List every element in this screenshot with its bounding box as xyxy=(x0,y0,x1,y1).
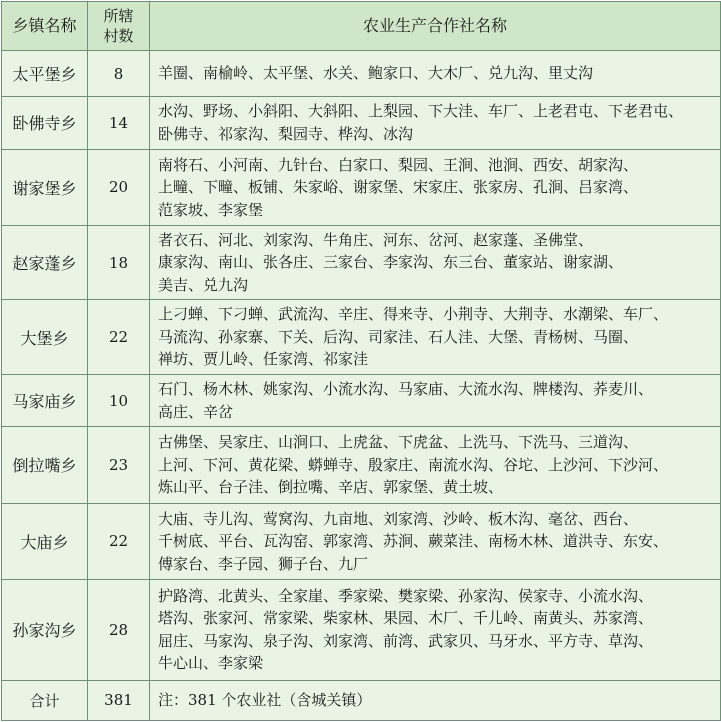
header-row xyxy=(2,2,721,51)
village-count: 10 xyxy=(88,374,150,426)
town-name: 太平堡乡 xyxy=(2,51,88,97)
village-count: 18 xyxy=(88,226,150,300)
table-row xyxy=(2,97,721,149)
table-row xyxy=(2,503,721,579)
cooperative-list: 羊圈、南榆岭、太平堡、水关、鲍家口、大木厂、兑九沟、里丈沟 xyxy=(150,51,721,97)
cooperative-list: 古佛堡、吴家庄、山涧口、上虎盆、下虎盆、上洗马、下洗马、三道沟、 上河、下河、黄花梁、蟒蝉寺、殷家庄、南流水沟、谷坨、上沙河、下沙河、 炼山平、台子洼、倒拉嘴、辛店、郭家堡、黄土坡、 xyxy=(150,427,721,503)
town-name: 大堡乡 xyxy=(2,300,88,374)
cooperative-list: 南将石、小河南、九针台、白家口、梨园、王涧、池涧、西安、胡家沟、 上疃、下疃、板铺、朱家峪、谢家堡、宋家庄、张家房、孔涧、吕家湾、 范家坡、李家堡 xyxy=(150,149,721,225)
cooperative-list: 大庙、寺儿沟、莺窝沟、九亩地、刘家湾、沙岭、板木沟、毫岔、西台、 千树底、平台、瓦沟窑、郭家湾、苏涧、蕨菜洼、南杨木林、道洪寺、东安、 傅家台、李子园、狮子台、九厂 xyxy=(150,503,721,579)
village-count: 28 xyxy=(88,580,150,681)
town-name: 大庙乡 xyxy=(2,503,88,579)
town-name: 卧佛寺乡 xyxy=(2,97,88,149)
cooperative-list: 石门、杨木林、姚家沟、小流水沟、马家庙、大流水沟、牌楼沟、荞麦川、 高庄、辛岔 xyxy=(150,374,721,426)
total-label: 合计 xyxy=(2,680,88,720)
table-row xyxy=(2,51,721,97)
table-row xyxy=(2,427,721,503)
village-count: 22 xyxy=(88,300,150,374)
header-town: 乡镇名称 xyxy=(2,2,88,51)
cooperative-list: 者衣石、河北、刘家沟、牛角庄、河东、岔河、赵家蓬、圣佛堂、 康家沟、南山、张各庄、三家台、李家沟、东三台、董家站、谢家湖、 美吉、兑九沟 xyxy=(150,226,721,300)
table-row xyxy=(2,149,721,225)
table-row xyxy=(2,580,721,681)
town-name: 谢家堡乡 xyxy=(2,149,88,225)
cooperatives-table xyxy=(1,1,721,721)
town-name: 孙家沟乡 xyxy=(2,580,88,681)
cooperative-list: 水沟、野场、小斜阳、大斜阳、上梨园、下大洼、车厂、上老君屯、下老君屯、 卧佛寺、祁家沟、梨园寺、桦沟、冰沟 xyxy=(150,97,721,149)
table-row xyxy=(2,226,721,300)
village-count: 22 xyxy=(88,503,150,579)
village-count: 23 xyxy=(88,427,150,503)
village-count: 8 xyxy=(88,51,150,97)
cooperative-list: 护路湾、北黄头、全家崖、季家梁、樊家梁、孙家沟、侯家寺、小流水沟、 塔沟、张家河、常家梁、柴家林、果园、木厂、千儿岭、南黄头、苏家湾、 屈庄、马家沟、泉子沟、刘家湾、前湾、武家贝、马牙水、平方寺、草沟、 牛心山、李家梁 xyxy=(150,580,721,681)
total-note: 注：381 个农业社（含城关镇） xyxy=(150,680,721,720)
village-count: 20 xyxy=(88,149,150,225)
town-name: 倒拉嘴乡 xyxy=(2,427,88,503)
town-name: 赵家蓬乡 xyxy=(2,226,88,300)
header-cooperatives: 农业生产合作社名称 xyxy=(150,2,721,51)
total-count: 381 xyxy=(88,680,150,720)
cooperative-list: 上刁蝉、下刁蝉、武流沟、辛庄、得来寺、小荆寺、大荆寺、水潮梁、车厂、 马流沟、孙家寨、下关、后沟、司家洼、石人洼、大堡、青杨树、马圈、 禅坊、贾儿岭、任家湾、祁家洼 xyxy=(150,300,721,374)
total-row xyxy=(2,680,721,720)
village-count: 14 xyxy=(88,97,150,149)
header-village-count: 所辖 村数 xyxy=(88,2,150,51)
table-row xyxy=(2,374,721,426)
town-name: 马家庙乡 xyxy=(2,374,88,426)
table-row xyxy=(2,300,721,374)
